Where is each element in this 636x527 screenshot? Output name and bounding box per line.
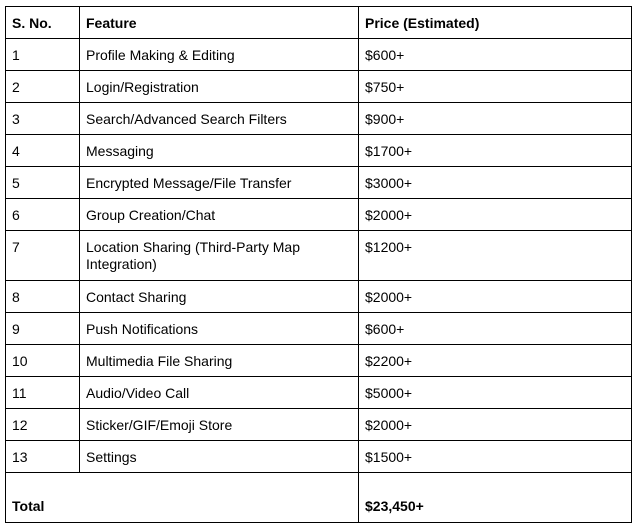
cell-price: $600+	[359, 313, 632, 345]
table-row	[6, 167, 632, 199]
cell-sno: 4	[6, 135, 80, 167]
cell-feature: Multimedia File Sharing	[80, 345, 359, 377]
cell-feature: Audio/Video Call	[80, 377, 359, 409]
cell-price: $900+	[359, 103, 632, 135]
table-row	[6, 231, 632, 281]
cell-sno: 9	[6, 313, 80, 345]
cell-feature: Group Creation/Chat	[80, 199, 359, 231]
cell-feature: Messaging	[80, 135, 359, 167]
cell-price: $2000+	[359, 409, 632, 441]
cell-sno: 10	[6, 345, 80, 377]
cell-sno: 12	[6, 409, 80, 441]
cell-sno: 7	[6, 231, 80, 281]
header-sno: S. No.	[6, 7, 80, 39]
table-row	[6, 199, 632, 231]
cell-price: $1200+	[359, 231, 632, 281]
cell-sno: 11	[6, 377, 80, 409]
cell-feature: Contact Sharing	[80, 281, 359, 313]
cell-sno: 13	[6, 441, 80, 473]
cell-sno: 3	[6, 103, 80, 135]
cell-price: $2200+	[359, 345, 632, 377]
cell-price: $3000+	[359, 167, 632, 199]
table-header-row	[6, 7, 632, 39]
cell-feature: Sticker/GIF/Emoji Store	[80, 409, 359, 441]
cell-sno: 2	[6, 71, 80, 103]
table-row	[6, 281, 632, 313]
feature-price-table	[5, 6, 632, 523]
cell-price: $2000+	[359, 281, 632, 313]
cell-feature: Push Notifications	[80, 313, 359, 345]
table-row	[6, 377, 632, 409]
table-row	[6, 135, 632, 167]
total-price: $23,450+	[359, 473, 632, 523]
header-price: Price (Estimated)	[359, 7, 632, 39]
table-row	[6, 409, 632, 441]
total-label: Total	[6, 473, 359, 523]
cell-price: $5000+	[359, 377, 632, 409]
cell-sno: 8	[6, 281, 80, 313]
cell-feature: Settings	[80, 441, 359, 473]
cell-feature: Login/Registration	[80, 71, 359, 103]
total-row	[6, 473, 632, 523]
cell-sno: 6	[6, 199, 80, 231]
cell-price: $2000+	[359, 199, 632, 231]
cell-feature: Profile Making & Editing	[80, 39, 359, 71]
table-row	[6, 103, 632, 135]
cell-feature: Search/Advanced Search Filters	[80, 103, 359, 135]
cell-price: $600+	[359, 39, 632, 71]
cell-sno: 5	[6, 167, 80, 199]
table-row	[6, 313, 632, 345]
table-row	[6, 441, 632, 473]
cell-price: $1500+	[359, 441, 632, 473]
cell-sno: 1	[6, 39, 80, 71]
cell-feature: Encrypted Message/File Transfer	[80, 167, 359, 199]
header-feature: Feature	[80, 7, 359, 39]
table-row	[6, 71, 632, 103]
cell-feature: Location Sharing (Third-Party Map Integration)	[80, 231, 359, 281]
table-row	[6, 345, 632, 377]
table-row	[6, 39, 632, 71]
cell-price: $1700+	[359, 135, 632, 167]
cell-price: $750+	[359, 71, 632, 103]
